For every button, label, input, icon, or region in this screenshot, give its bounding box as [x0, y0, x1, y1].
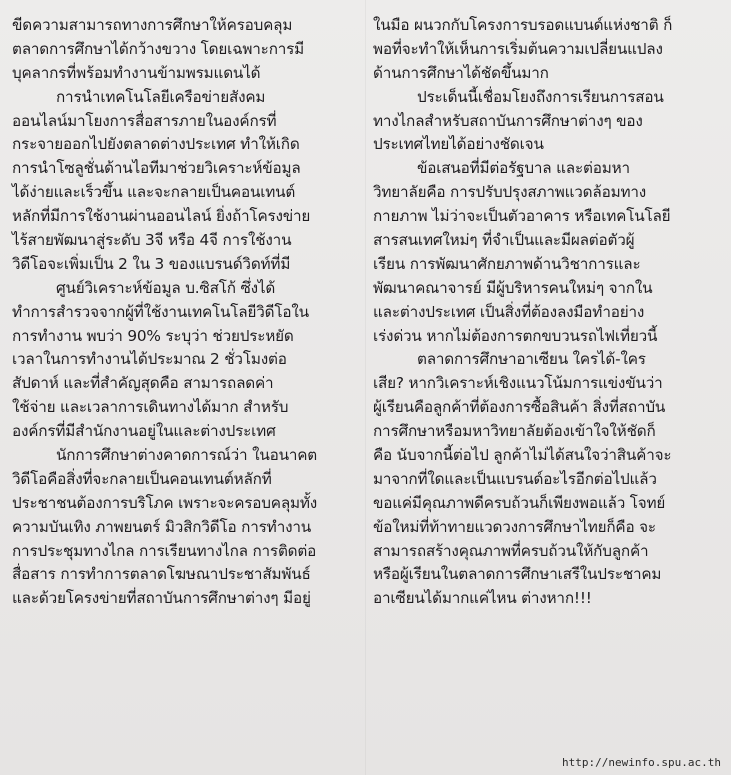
text-line: ขีดความสามารถทางการศึกษาให้ครอบคลุม — [12, 16, 293, 34]
text-line: พัฒนาคณาจารย์ มีผู้บริหารคนใหม่ๆ จากใน — [373, 278, 653, 297]
text-line: ไร้สายพัฒนาสู่ระดับ 3จี หรือ 4จี การใช้งาน — [12, 231, 292, 250]
text-line: บุคลากรที่พร้อมทำงานข้ามพรมแดนได้ — [12, 63, 261, 82]
text-line: เวลาในการทำงานได้ประมาณ 2 ชั่วโมงต่อ — [12, 350, 287, 369]
text-line: และต่างประเทศ เป็นสิ่งที่ต้องลงมือทำอย่าง — [373, 302, 645, 321]
text-line: กระจายออกไปยังตลาดต่างประเทศ ทำให้เกิด — [12, 135, 300, 154]
text-line: ข้อใหม่ที่ท้าทายแวดวงการศึกษาไทยก็คือ จะ — [373, 517, 656, 536]
text-line: นักการศึกษาต่างคาดการณ์ว่า ในอนาคต — [56, 446, 318, 465]
text-line: วิดีโอคือสิ่งที่จะกลายเป็นคอนเทนต์หลักที่ — [12, 469, 272, 488]
text-line: สามารถสร้างคุณภาพที่ครบถ้วนให้กับลูกค้า — [373, 541, 649, 560]
text-line: ตลาดการศึกษาอาเซียน ใครได้-ใคร — [417, 350, 646, 369]
text-line: ข้อเสนอที่มีต่อรัฐบาล และต่อมหา — [417, 159, 630, 178]
text-line: กายภาพ ไม่ว่าจะเป็นตัวอาคาร หรือเทคโนโลยี — [373, 207, 671, 226]
text-line: ขอแค่มีคุณภาพดีครบถ้วนก็เพียงพอแล้ว โจทย์ — [373, 493, 666, 512]
text-line: พอที่จะทำให้เห็นการเริ่มต้นความเปลี่ยนแปลง — [373, 39, 663, 58]
text-line: วิทยาลัยคือ การปรับปรุงสภาพแวดล้อมทาง — [373, 183, 647, 202]
text-line: ความบันเทิง ภาพยนตร์ มิวสิกวิดีโอ การทำงาน — [12, 517, 312, 536]
text-line: ประชาชนต้องการบริโภค เพราะจะครอบคลุมทั้ง — [12, 493, 318, 512]
article-column-right — [373, 14, 721, 611]
text-line: ทำการสำรวจจากผู้ที่ใช้งานเทคโนโลยีวิดีโอใน — [12, 302, 309, 321]
text-line: ทางไกลสำหรับสถาบันการศึกษาต่างๆ ของ — [373, 111, 643, 130]
text-line: การประชุมทางไกล การเรียนทางไกล การติดต่อ — [12, 541, 317, 560]
text-line: หลักที่มีการใช้งานผ่านออนไลน์ ยิ่งถ้าโครงข่าย — [12, 207, 311, 226]
column-divider — [365, 0, 366, 775]
text-line: ตลาดการศึกษาได้กว้างขวาง โดยเฉพาะการมี — [12, 39, 305, 58]
text-line: ประเด็นนี้เชื่อมโยงถึงการเรียนการสอน — [417, 87, 664, 106]
text-line: สารสนเทศใหม่ๆ ที่จำเป็นและมีผลต่อตัวผู้ — [373, 231, 635, 250]
text-line: การศึกษาหรือมหาวิทยาลัยต้องเข้าใจให้ชัดก็ — [373, 422, 656, 441]
text-line: ผู้เรียนคือลูกค้าที่ต้องการซื้อสินค้า สิ่งที่สถาบัน — [373, 398, 666, 417]
text-line: ได้ง่ายและเร็วขึ้น และจะกลายเป็นคอนเทนต์ — [12, 183, 296, 202]
text-line: สัปดาห์ และที่สำคัญสุดคือ สามารถลดค่า — [12, 374, 274, 393]
text-line: ประเทศไทยได้อย่างชัดเจน — [373, 135, 544, 154]
text-line: ออนไลน์มาโยงการสื่อสารภายในองค์กรที่ — [12, 111, 277, 130]
text-line: การนำโซลูชั่นด้านไอทีมาช่วยวิเคราะห์ข้อมูล — [12, 159, 301, 178]
article-column-left — [12, 14, 360, 611]
text-line: เรียน การพัฒนาศักยภาพด้านวิชาการและ — [373, 254, 641, 273]
text-line: หรือผู้เรียนในตลาดการศึกษาเสรีในประชาคม — [373, 565, 662, 584]
text-line: ศูนย์วิเคราะห์ข้อมูล บ.ซิสโก้ ซึ่งได้ — [56, 278, 276, 297]
source-url[interactable]: http://newinfo.spu.ac.th — [562, 756, 721, 769]
text-line: มาจากที่ใดและเป็นแบรนด์อะไรอีกต่อไปแล้ว — [373, 469, 657, 488]
text-line: และด้วยโครงข่ายที่สถาบันการศึกษาต่างๆ มีอยู่ — [12, 589, 311, 608]
text-line: คือ นับจากนี้ต่อไป ลูกค้าไม่ได้สนใจว่าสินค้าจะ — [373, 446, 672, 465]
text-line: วิดีโอจะเพิ่มเป็น 2 ใน 3 ของแบรนด์วิดท์ที่มี — [12, 254, 291, 273]
text-line: การทำงาน พบว่า 90% ระบุว่า ช่วยประหยัด — [12, 326, 294, 345]
text-line: ด้านการศึกษาได้ชัดขึ้นมาก — [373, 63, 549, 82]
text-line: เร่งด่วน หากไม่ต้องการตกขบวนรถไฟเที่ยวนี้ — [373, 326, 658, 345]
text-line: ใช้จ่าย และเวลาการเดินทางได้มาก สำหรับ — [12, 398, 289, 417]
text-line: เสีย? หากวิเคราะห์เชิงแนวโน้มการแข่งขันว่า — [373, 374, 663, 393]
text-line: อาเซียนได้มากแค่ไหน ต่างหาก!!! — [373, 589, 592, 608]
text-line: องค์กรที่มีสำนักงานอยู่ในและต่างประเทศ — [12, 422, 276, 441]
text-line: ในมือ ผนวกกับโครงการบรอดแบนด์แห่งชาติ ก็ — [373, 16, 673, 34]
text-line: สื่อสาร การทำการตลาดโฆษณาประชาสัมพันธ์ — [12, 565, 311, 584]
text-line: การนำเทคโนโลยีเครือข่ายสังคม — [56, 87, 266, 106]
